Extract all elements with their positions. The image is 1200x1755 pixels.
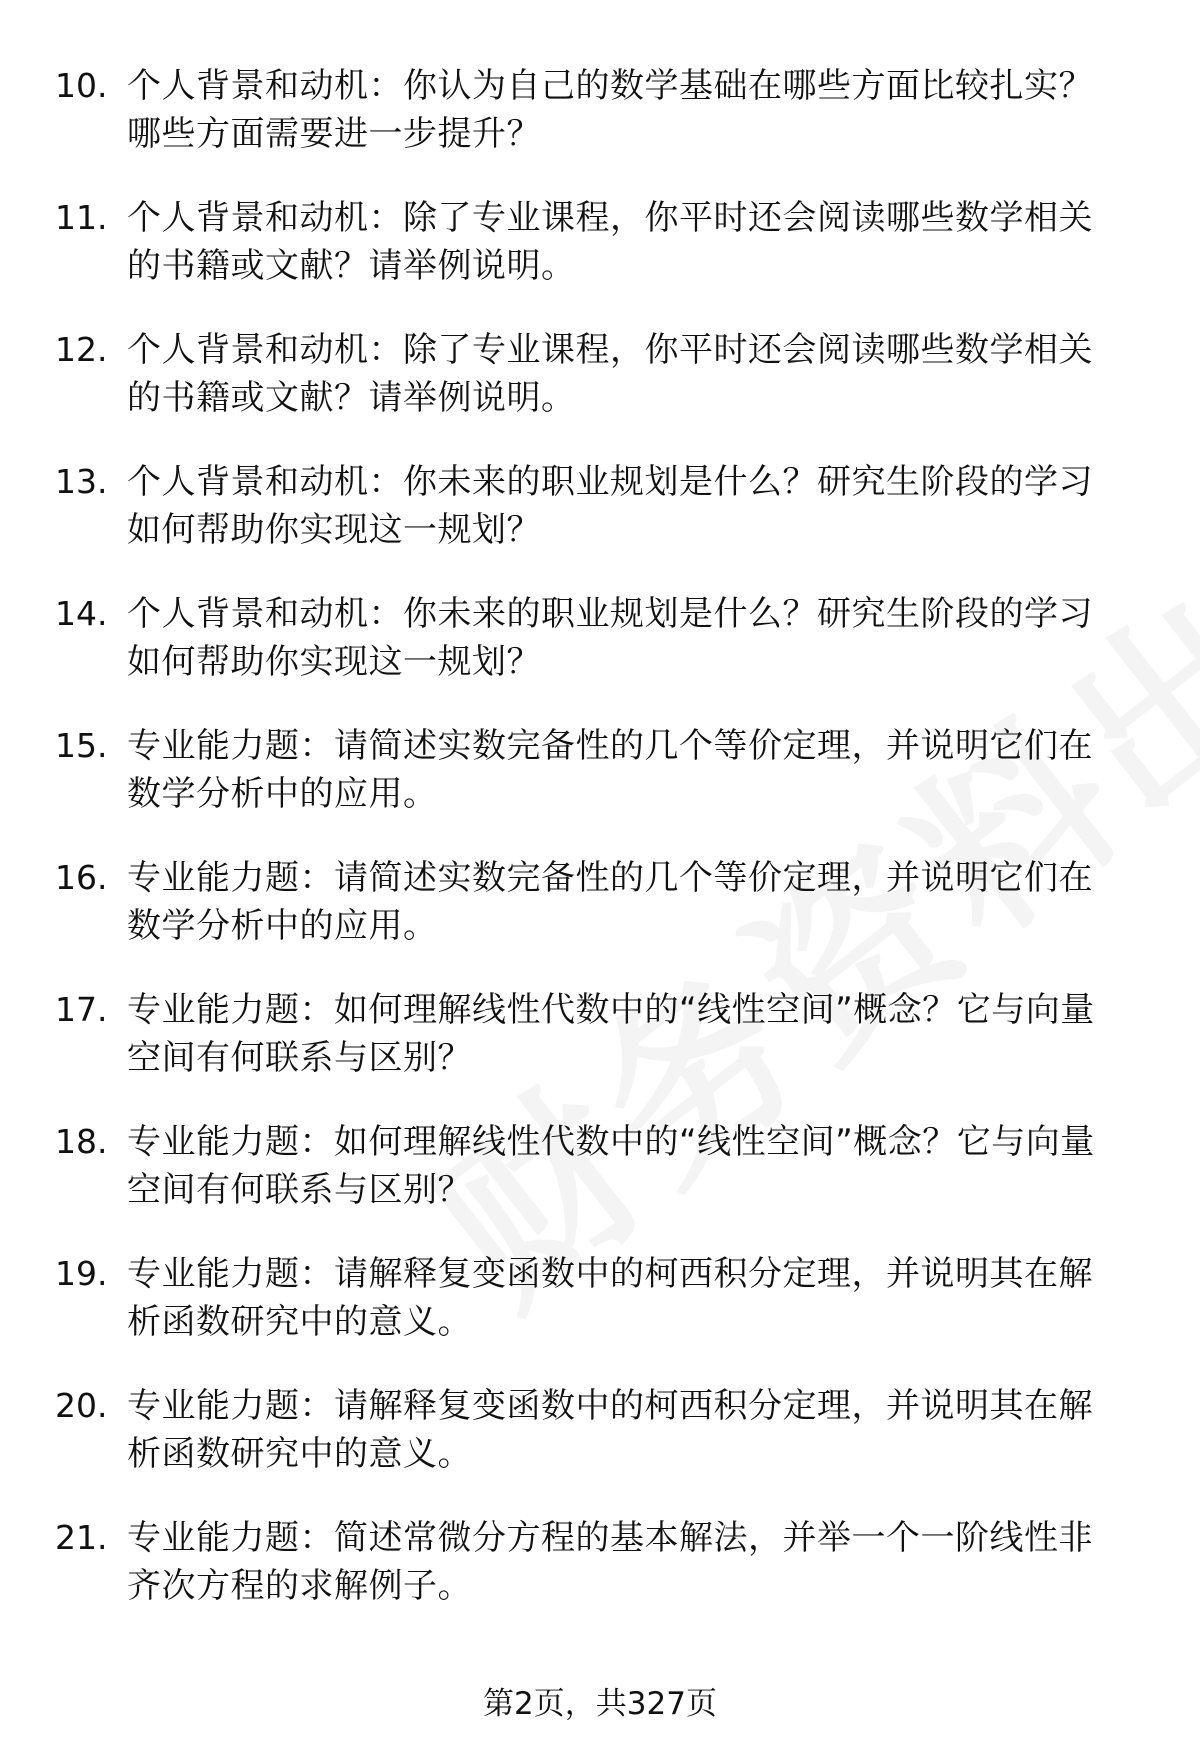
question-item [55, 458, 1140, 590]
question-number: 10. [55, 66, 108, 105]
question-text: 专业能力题：请解释复变函数中的柯西积分定理，并说明其在解析函数研究中的意义。 [127, 1386, 1093, 1474]
question-text: 专业能力题：请解释复变函数中的柯西积分定理，并说明其在解析函数研究中的意义。 [127, 1254, 1093, 1342]
question-number: 11. [55, 198, 108, 237]
question-item [55, 722, 1140, 854]
question-number: 18. [55, 1122, 108, 1161]
question-item [55, 62, 1140, 194]
question-item [55, 590, 1140, 722]
question-text: 专业能力题：如何理解线性代数中的“线性空间”概念？它与向量空间有何联系与区别？ [127, 990, 1095, 1078]
question-number: 17. [55, 990, 108, 1029]
question-item [55, 1382, 1140, 1514]
question-text: 个人背景和动机：你未来的职业规划是什么？研究生阶段的学习如何帮助你实现这一规划？ [127, 462, 1093, 550]
question-item [55, 986, 1140, 1118]
question-list [55, 62, 1140, 1646]
question-text: 个人背景和动机：你认为自己的数学基础在哪些方面比较扎实？哪些方面需要进一步提升？ [127, 66, 1093, 154]
question-item [55, 1514, 1140, 1646]
question-number: 19. [55, 1254, 108, 1293]
question-item [55, 854, 1140, 986]
question-text: 个人背景和动机：除了专业课程，你平时还会阅读哪些数学相关的书籍或文献？请举例说明。 [127, 330, 1093, 418]
question-number: 14. [55, 594, 108, 633]
question-text: 个人背景和动机：除了专业课程，你平时还会阅读哪些数学相关的书籍或文献？请举例说明。 [127, 198, 1093, 286]
page-footer: 第2页，共327页 [483, 1686, 717, 1722]
question-item [55, 194, 1140, 326]
question-text: 专业能力题：简述常微分方程的基本解法，并举一个一阶线性非齐次方程的求解例子。 [127, 1518, 1093, 1606]
question-number: 16. [55, 858, 108, 897]
question-number: 21. [55, 1518, 108, 1557]
question-item [55, 326, 1140, 458]
question-number: 12. [55, 330, 108, 369]
question-number: 13. [55, 462, 108, 501]
question-number: 20. [55, 1386, 108, 1425]
question-text: 专业能力题：请简述实数完备性的几个等价定理，并说明它们在数学分析中的应用。 [127, 858, 1093, 946]
question-text: 个人背景和动机：你未来的职业规划是什么？研究生阶段的学习如何帮助你实现这一规划？ [127, 594, 1093, 682]
question-item [55, 1250, 1140, 1382]
question-text: 专业能力题：请简述实数完备性的几个等价定理，并说明它们在数学分析中的应用。 [127, 726, 1093, 814]
question-text: 专业能力题：如何理解线性代数中的“线性空间”概念？它与向量空间有何联系与区别？ [127, 1122, 1095, 1210]
question-number: 15. [55, 726, 108, 765]
question-item [55, 1118, 1140, 1250]
